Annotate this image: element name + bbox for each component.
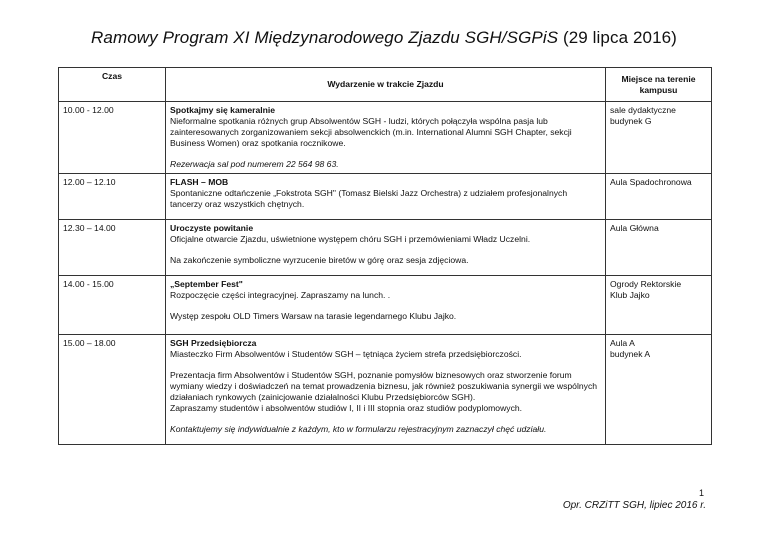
title-main: Ramowy Program XI Międzynarodowego Zjazdu SGH/SGPiS [91,28,559,47]
row-place: sale dydaktyczne budynek G [606,102,712,174]
event-text-2: Prezentacja firm Absolwentów i Studentów SGH, poznanie pomysłów biznesowych oraz stworzenie forum wymiany wiedzy i doświadczeń na temat prowadzenia biznesu, jak również poszukiwania synergii we wspólnych działaniach rynkowych (zainicjowanie działalności Klubu Przedsiębiorców SGH). [170,370,598,402]
document-title [0,28,768,48]
table-row [59,102,712,174]
program-table [58,67,712,445]
place-line-2: budynek A [610,349,651,359]
event-title: Uroczyste powitanie [170,223,254,233]
event-text: Nieformalne spotkania różnych grup Absolwentów SGH - ludzi, których połączyła wspólna pasja lub zainteresowanych zorganizowaniem sekcji absolwenckich (m.in. International Alumni SGH Chapter, sekcji Business Women) oraz spotkania rocznikowe. [170,116,572,148]
page-number: 1 [698,488,704,498]
row-time: 12.30 – 14.00 [59,220,166,276]
place-line-2: Klub Jajko [610,290,650,300]
row-time: 10.00 - 12.00 [59,102,166,174]
event-note: Rezerwacja sal pod numerem 22 564 98 63. [170,159,339,169]
event-text-2: Na zakończenie symboliczne wyrzucenie biretów w górę oraz sesja zdjęciowa. [170,255,469,265]
row-time: 15.00 – 18.00 [59,335,166,445]
event-title: „September Fest" [170,279,243,289]
header-event: Wydarzenie w trakcie Zjazdu [166,68,606,102]
footer-text: Opr. CRZiTT SGH, lipiec 2016 r. [562,500,706,511]
title-date: (29 lipca 2016) [562,28,677,47]
table-row [59,276,712,335]
event-note: Kontaktujemy się indywidualnie z każdym, kto w formularzu rejestracyjnym zaznaczył chęć udziału. [170,424,547,434]
place-line-1: Ogrody Rektorskie [610,279,682,289]
event-title: FLASH – MOB [170,177,229,187]
row-time: 12.00 – 12.10 [59,174,166,220]
table-header-row [59,68,712,102]
event-text: Miasteczko Firm Absolwentów i Studentów SGH – tętniąca życiem strefa przedsiębiorczości. [170,349,522,359]
event-title: Spotkajmy się kameralnie [170,105,276,115]
header-place: Miejsce na terenie kampusu [606,68,712,102]
table-row [59,220,712,276]
row-event [166,335,606,445]
place-line-1: Aula A [610,338,635,348]
row-event [166,102,606,174]
table-row [59,335,712,445]
row-event [166,220,606,276]
row-place [606,276,712,335]
header-time: Czas [59,68,166,102]
row-event [166,276,606,335]
event-text-2: Występ zespołu OLD Timers Warsaw na tarasie legendarnego Klubu Jajko. [170,311,457,321]
row-time: 14.00 - 15.00 [59,276,166,335]
row-place: Aula Główna [606,220,712,276]
row-place [606,335,712,445]
event-text: Spontaniczne odtańczenie „Fokstrota SGH" (Tomasz Bielski Jazz Orchestra) z udziałem profesjonalnych tancerzy oraz wszystkich chętnych. [170,188,568,209]
row-place: Aula Spadochronowa [606,174,712,220]
event-title: SGH Przedsiębiorcza [170,338,257,348]
table-row [59,174,712,220]
event-text: Rozpoczęcie części integracyjnej. Zapraszamy na lunch. . [170,290,391,300]
row-event [166,174,606,220]
event-text: Oficjalne otwarcie Zjazdu, uświetnione występem chóru SGH i przemówieniami Władz Uczelni. [170,234,531,244]
event-text-3: Zapraszamy studentów i absolwentów studiów I, II i III stopnia oraz studiów podyplomowych. [170,403,523,413]
